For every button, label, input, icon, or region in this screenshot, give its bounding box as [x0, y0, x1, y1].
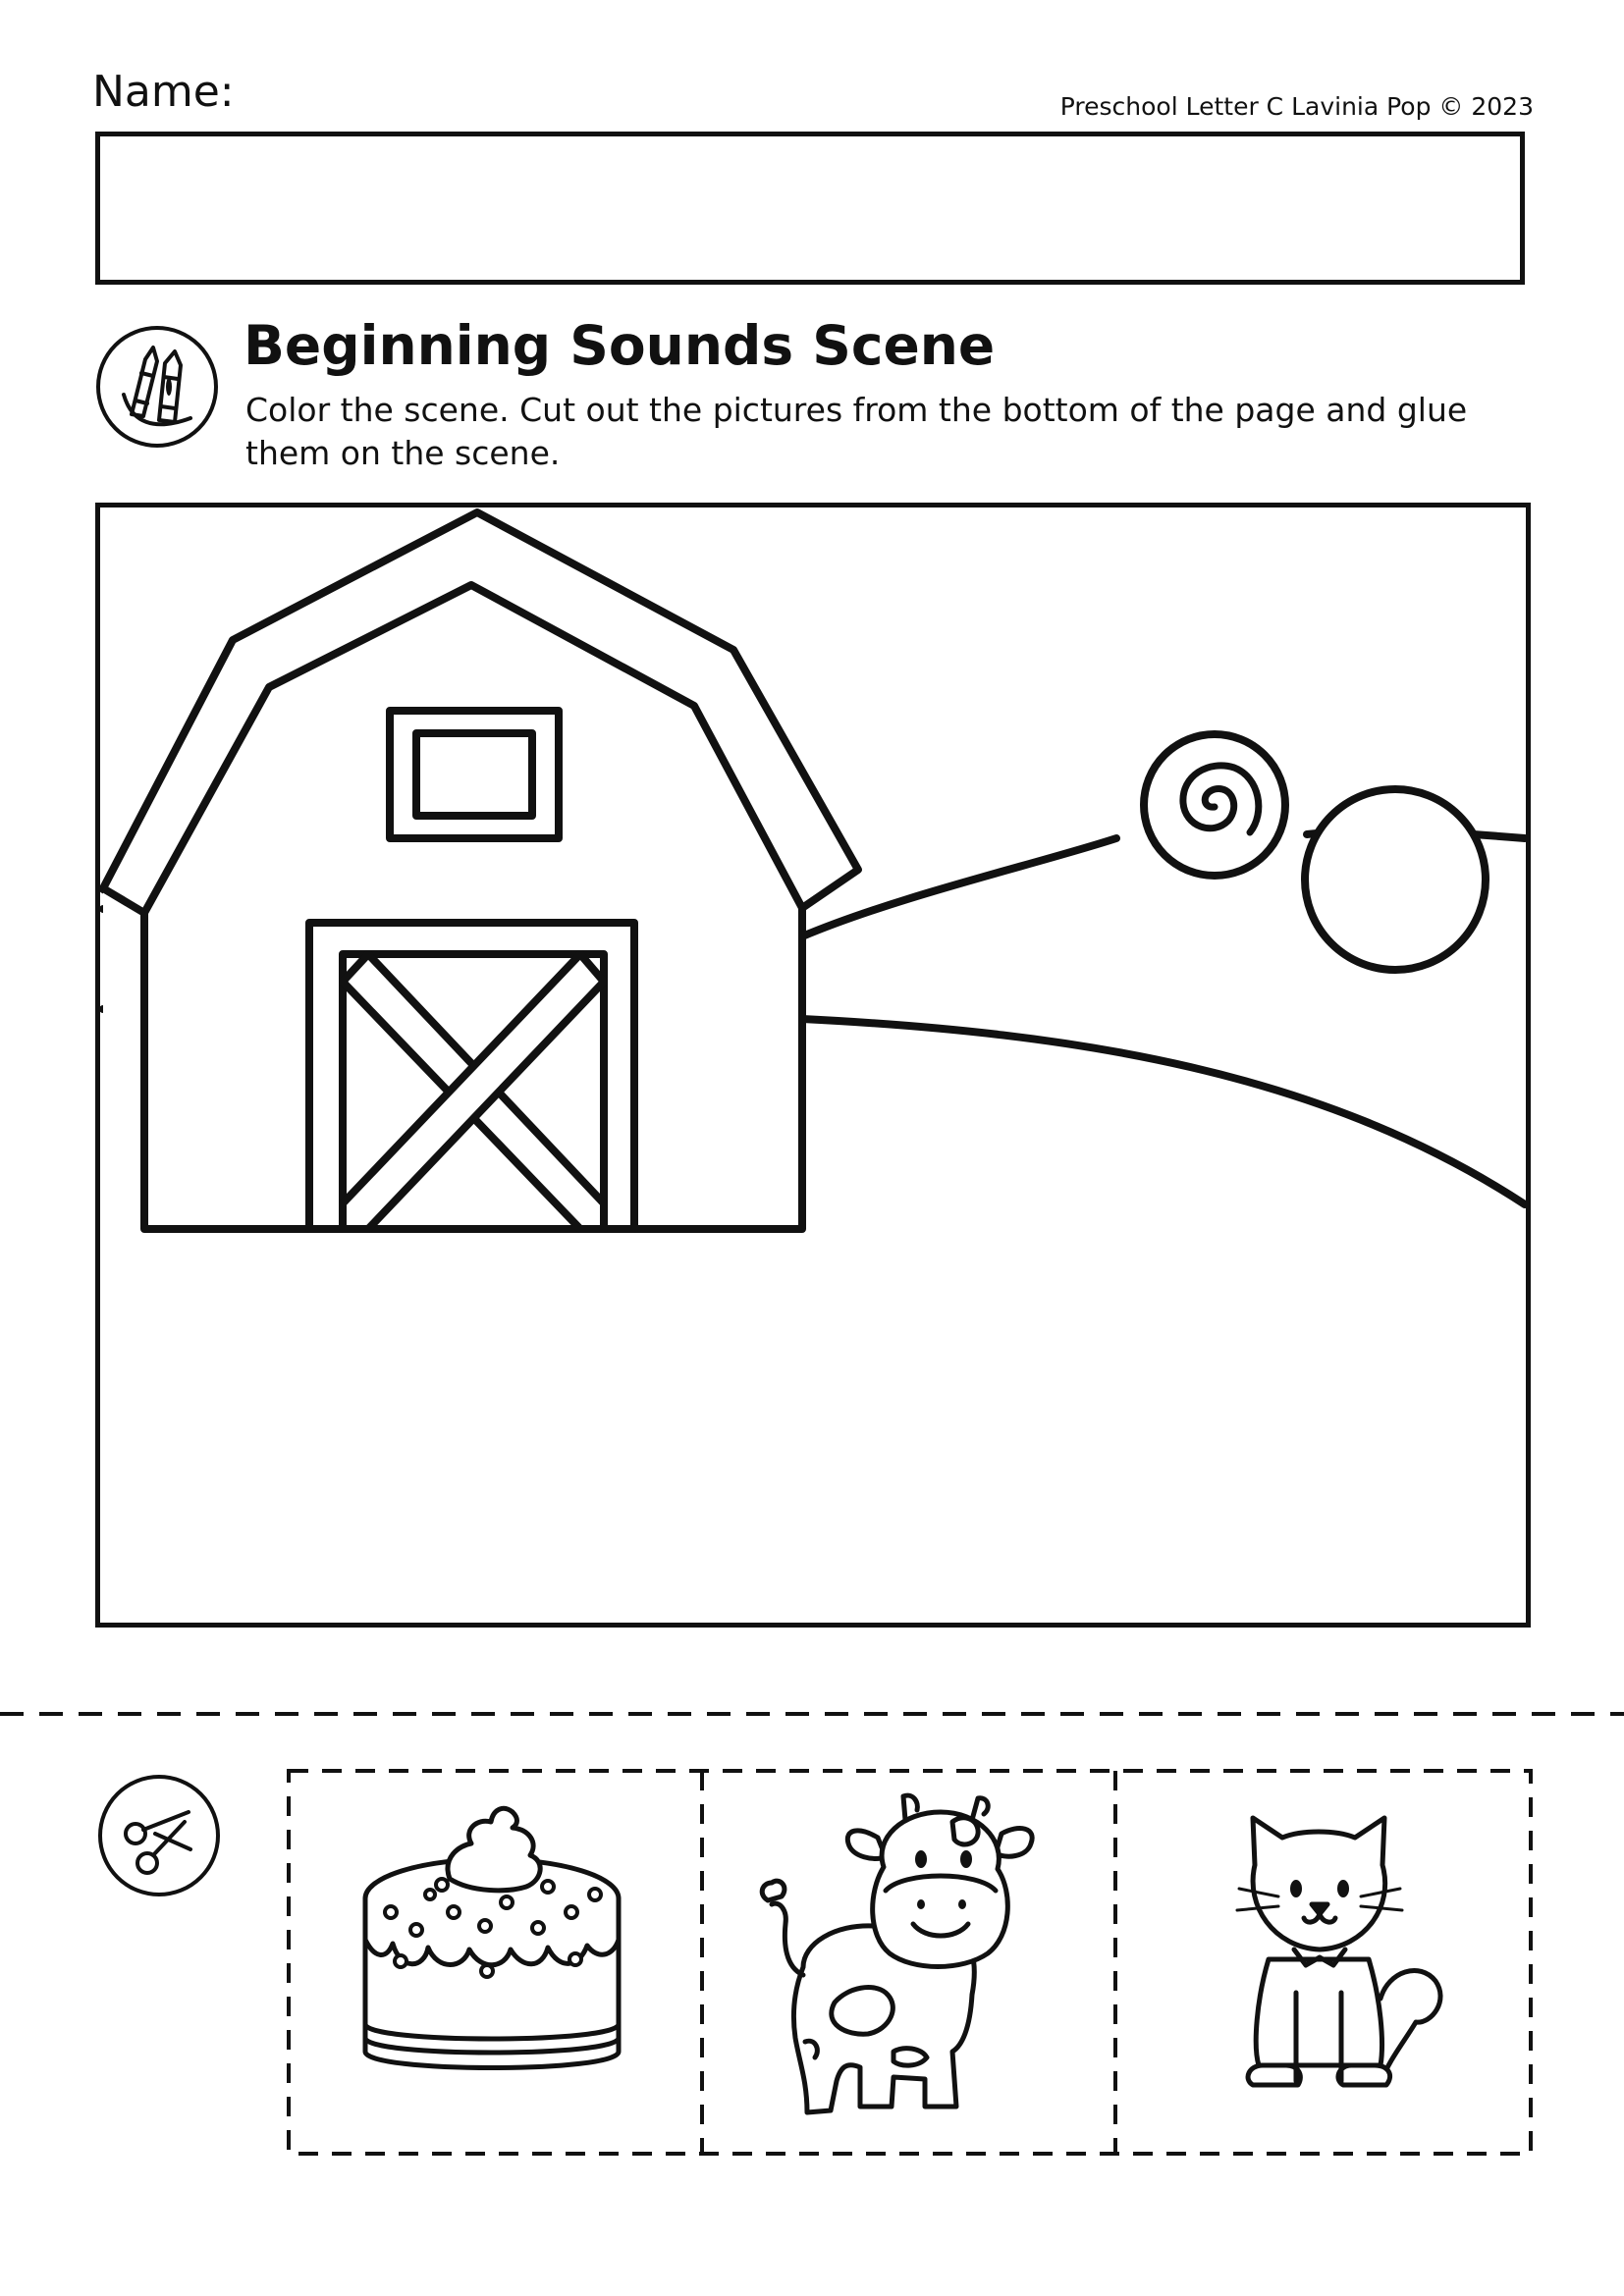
copyright-credit: Preschool Letter C Lavinia Pop © 2023 — [1059, 92, 1534, 121]
cow-picture[interactable] — [762, 1795, 1032, 2112]
cat-picture[interactable] — [1237, 1818, 1440, 2085]
name-label: Name: — [92, 67, 235, 117]
hay-bale-plain — [1305, 789, 1486, 970]
name-field[interactable] — [95, 132, 1525, 285]
activity-instructions: Color the scene. Cut out the pictures from the bottom of the page and glue them on the scene. — [245, 391, 1468, 472]
hay-bale-spiral — [1144, 734, 1285, 876]
farm-scene — [95, 503, 1531, 1628]
crayons-icon — [94, 324, 220, 450]
cutout-cards — [285, 1767, 1537, 2160]
cake-picture[interactable] — [365, 1808, 619, 2067]
activity-title: Beginning Sounds Scene — [244, 314, 996, 377]
cut-line — [0, 1710, 1624, 1718]
scissors-icon — [96, 1773, 222, 1898]
